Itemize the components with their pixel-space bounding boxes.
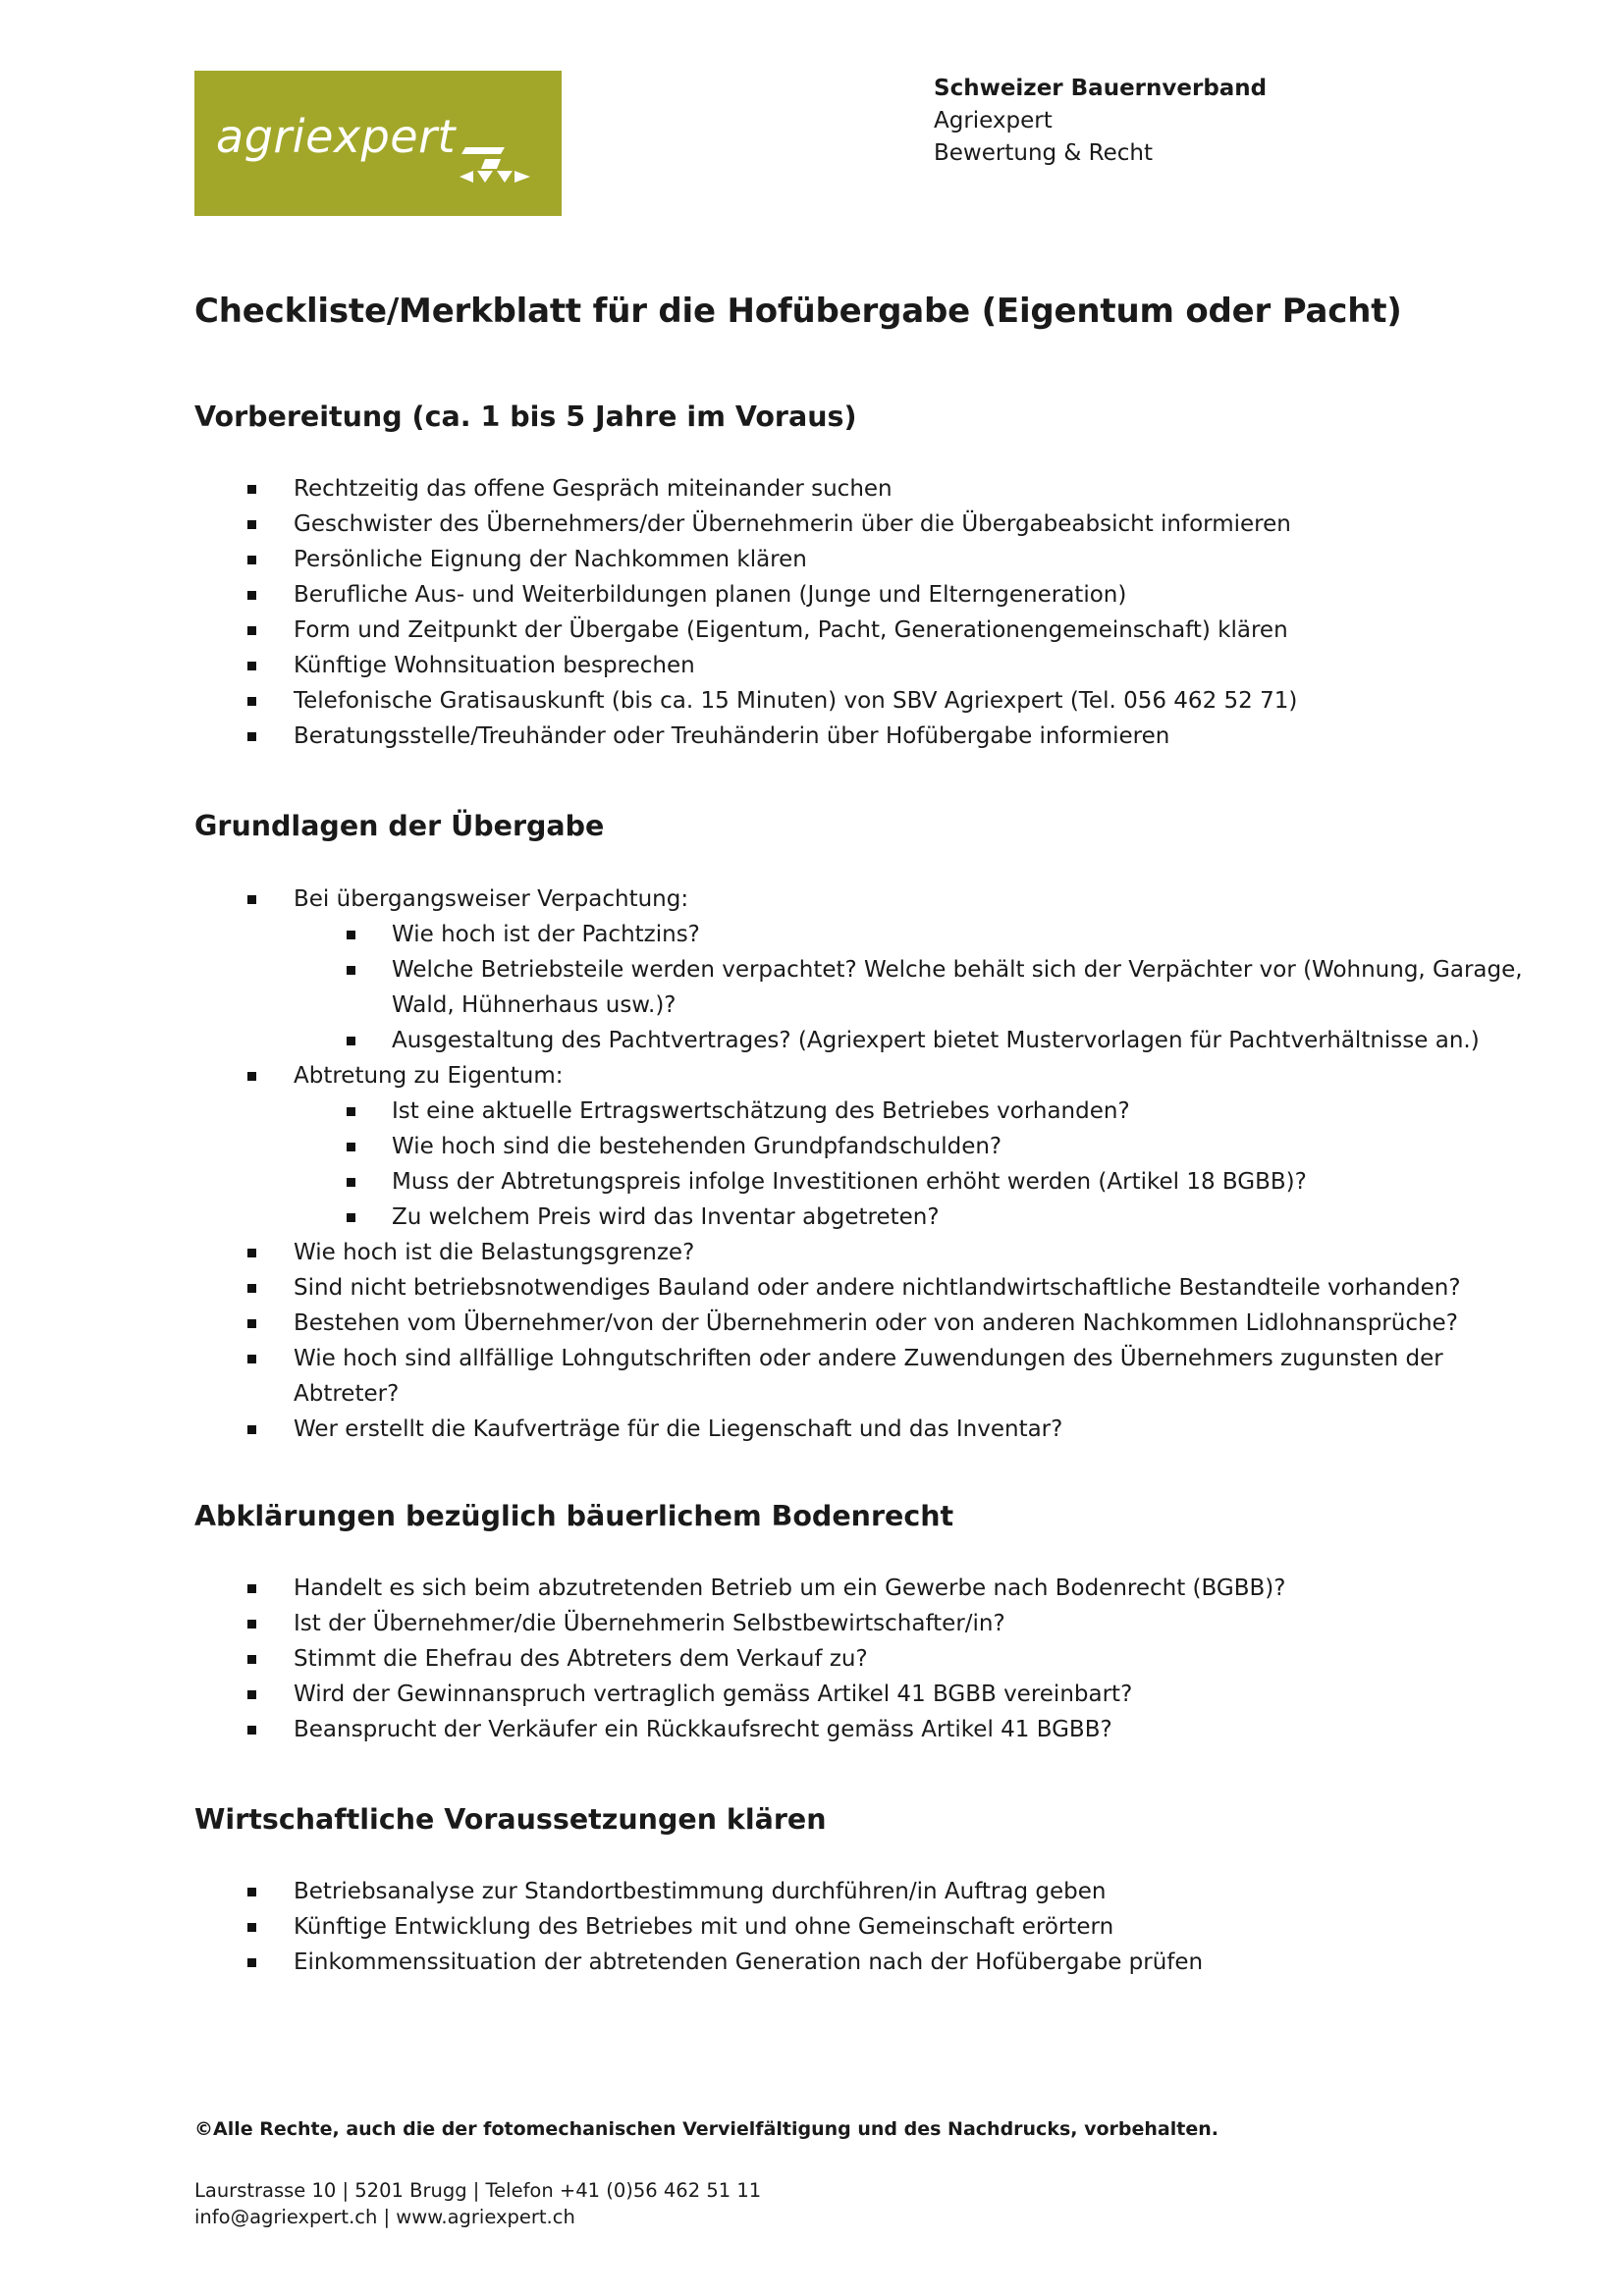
sub-list-item: Ausgestaltung des Pachtvertrages? (Agriexpert bietet Mustervorlagen für Pachtverhältnisse an.) <box>294 1023 1530 1058</box>
sub-list <box>294 917 1530 1058</box>
list-item: Ist der Übernehmer/die Übernehmerin Selbstbewirtschafter/in? <box>194 1606 1285 1641</box>
sub-list-item: Wie hoch sind die bestehenden Grundpfandschulden? <box>294 1129 1530 1164</box>
org-name: Schweizer Bauernverband <box>934 76 1268 101</box>
list-item: Geschwister des Übernehmers/der Übernehmerin über die Übergabeabsicht informieren <box>194 507 1297 542</box>
list-item: Wird der Gewinnanspruch vertraglich gemäss Artikel 41 BGBB vereinbart? <box>194 1677 1285 1712</box>
list-item: Bestehen vom Übernehmer/von der Übernehmerin oder von anderen Nachkommen Lidlohnansprüche? <box>194 1306 1530 1341</box>
section-heading: Grundlagen der Übergabe <box>194 810 605 842</box>
list-item: Wer erstellt die Kaufverträge für die Liegenschaft und das Inventar? <box>194 1412 1530 1447</box>
footer-address-block <box>194 2177 761 2230</box>
sub-list-item: Ist eine aktuelle Ertragswertschätzung des Betriebes vorhanden? <box>294 1094 1530 1129</box>
list-item: Beansprucht der Verkäufer ein Rückkaufsrecht gemäss Artikel 41 BGBB? <box>194 1712 1285 1747</box>
section-heading: Vorbereitung (ca. 1 bis 5 Jahre im Voraus) <box>194 400 857 433</box>
org-unit: Agriexpert <box>934 108 1053 133</box>
sub-list-item: Wie hoch ist der Pachtzins? <box>294 917 1530 952</box>
footer-contact: info@agriexpert.ch | www.agriexpert.ch <box>194 2206 575 2228</box>
list-item: Künftige Entwicklung des Betriebes mit und ohne Gemeinschaft erörtern <box>194 1909 1203 1945</box>
section-bodenrecht <box>194 1500 1530 1742</box>
section-heading: Abklärungen bezüglich bäuerlichem Bodenrecht <box>194 1500 954 1532</box>
section-wirtschaftlich <box>194 1803 1530 1975</box>
section-vorbereitung <box>194 400 1530 749</box>
section-heading: Wirtschaftliche Voraussetzungen klären <box>194 1803 827 1836</box>
list-item: Stimmt die Ehefrau des Abtreters dem Verkauf zu? <box>194 1641 1285 1677</box>
org-department: Bewertung & Recht <box>934 140 1154 166</box>
list-item: Betriebsanalyse zur Standortbestimmung durchführen/in Auftrag geben <box>194 1874 1203 1909</box>
list-item <box>194 1058 1530 1235</box>
list-item: Rechtzeitig das offene Gespräch miteinander suchen <box>194 471 1297 507</box>
list-item: Künftige Wohnsituation besprechen <box>194 648 1297 683</box>
sub-list-item: Zu welchem Preis wird das Inventar abgetreten? <box>294 1200 1530 1235</box>
list-item: Beratungsstelle/Treuhänder oder Treuhänderin über Hofübergabe informieren <box>194 719 1297 754</box>
copyright-notice: ©Alle Rechte, auch die der fotomechanischen Vervielfältigung und des Nachdrucks, vorbehalten. <box>194 2118 1218 2140</box>
sub-list-item: Welche Betriebsteile werden verpachtet? Welche behält sich der Verpächter vor (Wohnung, Garage, Wald, Hühnerhaus usw.)? <box>294 952 1530 1023</box>
section-grundlagen <box>194 810 1530 1442</box>
checklist <box>194 1874 1203 1980</box>
list-item: Berufliche Aus- und Weiterbildungen planen (Junge und Elterngeneration) <box>194 577 1297 613</box>
list-item: Wie hoch ist die Belastungsgrenze? <box>194 1235 1530 1270</box>
list-item-text: Bei übergangsweiser Verpachtung: <box>294 886 689 912</box>
footer-address: Laurstrasse 10 | 5201 Brugg | Telefon +41 (0)56 462 51 11 <box>194 2179 762 2202</box>
sub-list <box>294 1094 1530 1235</box>
logo-text: agriexpert <box>216 110 457 163</box>
list-item: Persönliche Eignung der Nachkommen klären <box>194 542 1297 577</box>
list-item: Einkommenssituation der abtretenden Generation nach der Hofübergabe prüfen <box>194 1945 1203 1980</box>
list-item: Wie hoch sind allfällige Lohngutschriften oder andere Zuwendungen des Übernehmers zugunsten der Abtreter? <box>194 1341 1530 1412</box>
agriexpert-logo <box>194 71 562 216</box>
checklist <box>194 471 1297 754</box>
logo-mark-icon <box>458 141 536 196</box>
organization-block <box>934 73 1267 170</box>
list-item: Telefonische Gratisauskunft (bis ca. 15 Minuten) von SBV Agriexpert (Tel. 056 462 52 71) <box>194 683 1297 719</box>
document-title: Checkliste/Merkblatt für die Hofübergabe (Eigentum oder Pacht) <box>194 292 1402 331</box>
list-item: Sind nicht betriebsnotwendiges Bauland oder andere nichtlandwirtschaftliche Bestandteile vorhanden? <box>194 1270 1530 1306</box>
list-item: Handelt es sich beim abzutretenden Betrieb um ein Gewerbe nach Bodenrecht (BGBB)? <box>194 1571 1285 1606</box>
list-item: Form und Zeitpunkt der Übergabe (Eigentum, Pacht, Generationengemeinschaft) klären <box>194 613 1297 648</box>
list-item <box>194 881 1530 1058</box>
list-item-text: Abtretung zu Eigentum: <box>294 1063 564 1089</box>
checklist <box>194 881 1530 1447</box>
sub-list-item: Muss der Abtretungspreis infolge Investitionen erhöht werden (Artikel 18 BGBB)? <box>294 1164 1530 1200</box>
checklist <box>194 1571 1285 1747</box>
